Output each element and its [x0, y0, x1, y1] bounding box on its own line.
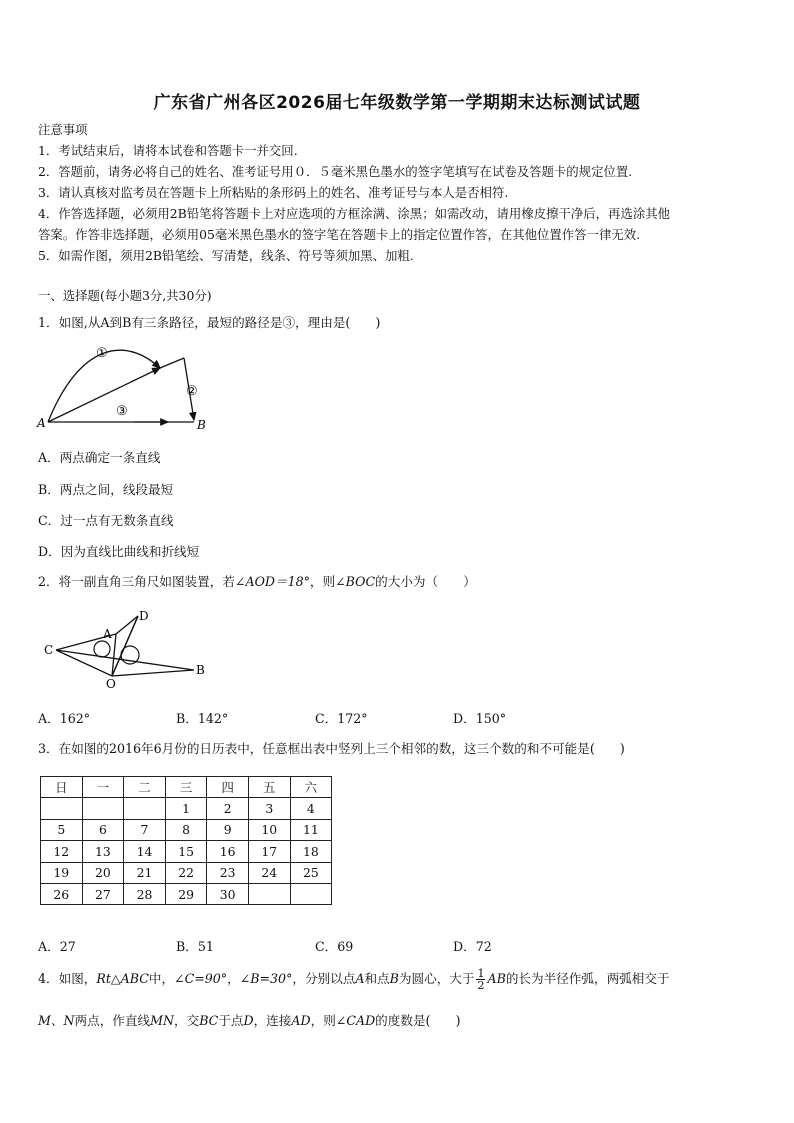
calendar-cell: 5 — [41, 819, 83, 840]
calendar-cell: 17 — [248, 841, 290, 862]
triangle-name: Rt△ABC — [96, 971, 149, 986]
line-mn: MN — [150, 1013, 174, 1028]
question-4-stem-line-1 — [38, 966, 670, 992]
question-1-option-a: A．两点确定一条直线 — [38, 450, 161, 465]
point-b-label: B — [196, 663, 205, 677]
fraction-numerator: 1 — [477, 967, 485, 980]
question-3-option-d: D．72 — [453, 939, 492, 954]
question-1-figure — [34, 340, 224, 434]
calendar-row — [41, 819, 332, 840]
path-3-label: ③ — [116, 404, 128, 419]
angle-boc: ∠BOC — [335, 574, 376, 589]
question-1-option-c: C．过一点有无数条直线 — [38, 513, 174, 528]
note-item: 答案。作答非选择题，必须用05毫米黑色墨水的签字笔在答题卡上的指定位置作答，在其他位置作答一律无效. — [38, 227, 641, 242]
calendar-cell: 20 — [82, 862, 124, 883]
calendar-header-cell: 二 — [124, 777, 166, 798]
calendar-cell: 30 — [207, 883, 249, 904]
angle-cad: ∠CAD — [335, 1013, 376, 1028]
q4-text: ，连接 — [253, 1013, 292, 1028]
calendar-cell: 13 — [82, 841, 124, 862]
calendar-cell — [248, 883, 290, 904]
fraction-one-half — [476, 968, 485, 991]
calendar-cell: 28 — [124, 883, 166, 904]
point-c-label: C — [44, 643, 54, 657]
angle-b: ∠B=30° — [239, 971, 293, 986]
question-1-stem: 1．如图,从A到B有三条路径，最短的路径是③，理由是( ) — [38, 315, 381, 330]
calendar-cell — [41, 798, 83, 819]
point-a-label: A — [37, 416, 46, 430]
question-1-option-d: D．因为直线比曲线和折线短 — [38, 544, 200, 559]
q4-text: ，则 — [310, 1013, 336, 1028]
calendar-cell: 2 — [207, 798, 249, 819]
calendar-cell: 10 — [248, 819, 290, 840]
question-3-option-c: C．69 — [315, 939, 354, 954]
question-2-stem — [38, 571, 476, 590]
segment-ab: AB — [487, 971, 506, 986]
section-heading: 一、选择题(每小题3分,共30分) — [38, 288, 212, 303]
calendar-cell: 11 — [290, 819, 332, 840]
page-title: 广东省广州各区2026届七年级数学第一学期期末达标测试试题 — [153, 93, 641, 113]
path-2-segment-b — [160, 358, 184, 368]
calendar-cell: 1 — [165, 798, 207, 819]
question-2-figure — [40, 606, 216, 690]
calendar-cell: 25 — [290, 862, 332, 883]
point-d: D — [243, 1013, 254, 1028]
calendar-row — [41, 883, 332, 904]
note-item: 3．请认真核对监考员在答题卡上所粘贴的条形码上的姓名、准考证号与本人是否相符. — [38, 185, 509, 200]
calendar-cell: 3 — [248, 798, 290, 819]
q4-text: 为圆心，大于 — [398, 971, 475, 986]
calendar-cell: 26 — [41, 883, 83, 904]
point-b-label: B — [197, 418, 206, 432]
calendar-cell: 21 — [124, 862, 166, 883]
calendar-cell — [82, 798, 124, 819]
note-item: 5．如需作图，须用2B铅笔绘、写清楚，线条、符号等须加黑、加粗. — [38, 248, 414, 263]
calendar-cell: 23 — [207, 862, 249, 883]
calendar-header-cell: 四 — [207, 777, 249, 798]
calendar-cell — [290, 883, 332, 904]
calendar-row — [41, 798, 332, 819]
note-item: 4．作答选择题，必须用2B铅笔将答题卡上对应选项的方框涂满、涂黑；如需改动，请用橡皮擦干净后，再选涂其他 — [38, 206, 671, 221]
calendar-cell: 16 — [207, 841, 249, 862]
calendar-cell: 14 — [124, 841, 166, 862]
point-o-label: O — [106, 677, 116, 690]
q4-text: 的长为半径作弧，两弧相交于 — [505, 971, 670, 986]
calendar-cell: 4 — [290, 798, 332, 819]
calendar-table — [40, 776, 332, 905]
q4-text: 中， — [148, 971, 175, 986]
calendar-cell: 9 — [207, 819, 249, 840]
calendar-cell: 8 — [165, 819, 207, 840]
calendar-header-cell: 六 — [290, 777, 332, 798]
calendar-header-row — [41, 777, 332, 798]
note-item: 1．考试结束后，请将本试卷和答题卡一并交回. — [38, 143, 298, 158]
calendar-header-cell: 一 — [82, 777, 124, 798]
segment-ad: AD — [291, 1013, 311, 1028]
q4-text: 两点，作直线 — [74, 1013, 151, 1028]
side-do — [112, 616, 138, 676]
calendar-cell: 12 — [41, 841, 83, 862]
calendar-row — [41, 841, 332, 862]
path-2-segment-a — [48, 368, 160, 422]
angle-aod: ∠AOD＝18° — [234, 574, 310, 589]
notes-heading: 注意事项 — [38, 122, 88, 137]
calendar-cell: 27 — [82, 883, 124, 904]
point-b: B — [389, 971, 399, 986]
question-3-stem: 3．在如图的2016年6月份的日历表中，任意框出表中竖列上三个相邻的数，这三个数的和不可能是( ) — [38, 741, 625, 756]
path-2-label: ② — [186, 384, 198, 399]
question-3-option-a: A．27 — [38, 939, 76, 954]
q4-text: ，交 — [174, 1013, 200, 1028]
angle-c: ∠C=90° — [174, 971, 228, 986]
points-mn: M、N — [38, 1013, 75, 1028]
calendar-row — [41, 862, 332, 883]
calendar-cell: 15 — [165, 841, 207, 862]
calendar-cell: 18 — [290, 841, 332, 862]
calendar-header-cell: 三 — [165, 777, 207, 798]
calendar-cell: 24 — [248, 862, 290, 883]
q4-text: 于点 — [218, 1013, 244, 1028]
q4-text: 4．如图， — [38, 971, 97, 986]
question-2-option-a: A．162° — [38, 711, 91, 726]
calendar-cell: 22 — [165, 862, 207, 883]
point-d-label: D — [139, 609, 149, 623]
calendar-cell: 29 — [165, 883, 207, 904]
calendar-cell: 6 — [82, 819, 124, 840]
question-2-stem-part: ，则 — [309, 574, 336, 589]
question-2-stem-part: 的大小为（ ） — [375, 574, 476, 589]
question-2-option-b: B．142° — [176, 711, 229, 726]
question-2-stem-part: 2．将一副直角三角尺如图装置，若 — [38, 574, 235, 589]
calendar-cell — [124, 798, 166, 819]
path-1-label: ① — [96, 346, 108, 361]
q4-text: 的度数是( ) — [375, 1013, 461, 1028]
question-1-option-b: B．两点之间，线段最短 — [38, 482, 174, 497]
note-item: 2．答题前，请务必将自己的姓名、准考证号用０．５毫米黑色墨水的签字笔填写在试卷及答题卡的规定位置. — [38, 164, 633, 179]
question-4-stem-line-2 — [38, 1010, 461, 1029]
calendar-header-cell: 五 — [248, 777, 290, 798]
q4-text: ，分别以点 — [292, 971, 356, 986]
calendar-cell: 7 — [124, 819, 166, 840]
hole-left — [94, 641, 110, 657]
segment-bc: BC — [199, 1013, 219, 1028]
calendar-header-cell: 日 — [41, 777, 83, 798]
q4-text: 和点 — [364, 971, 390, 986]
fraction-denominator: 2 — [477, 979, 485, 992]
q4-text: ， — [227, 971, 240, 986]
calendar-cell: 19 — [41, 862, 83, 883]
question-2-option-d: D．150° — [453, 711, 507, 726]
question-2-option-c: C．172° — [315, 711, 368, 726]
question-3-option-b: B．51 — [176, 939, 214, 954]
point-a: A — [355, 971, 365, 986]
point-a-label: A — [103, 627, 112, 641]
